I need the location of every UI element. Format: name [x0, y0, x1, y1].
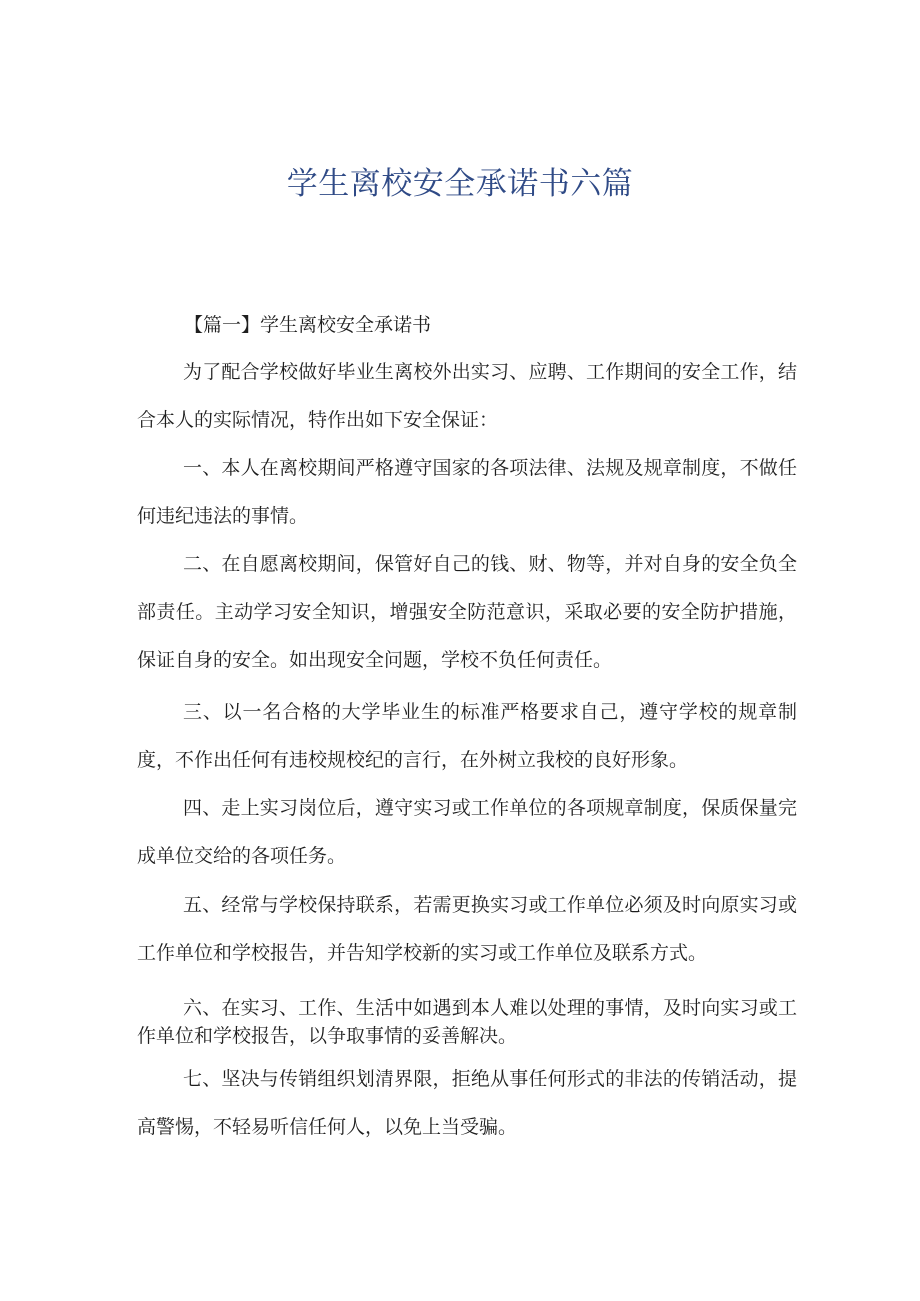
paragraph-item-4: 四、走上实习岗位后，遵守实习或工作单位的各项规章制度，保质保量完成单位交给的各项任务。	[137, 797, 797, 867]
paragraph-item-6: 六、在实习、工作、生活中如遇到本人难以处理的事情，及时向实习或工作单位和学校报告，以争取事情的妥善解决。	[137, 997, 797, 1047]
paragraph-item-1: 一、本人在离校期间严格遵守国家的各项法律、法规及规章制度，不做任何违纪违法的事情。	[137, 457, 797, 527]
paragraph-intro: 为了配合学校做好毕业生离校外出实习、应聘、工作期间的安全工作，结合本人的实际情况，特作出如下安全保证：	[137, 361, 797, 431]
paragraph-item-7: 七、坚决与传销组织划清界限，拒绝从事任何形式的非法的传销活动，提高警惕，不轻易听信任何人，以免上当受骗。	[137, 1068, 797, 1138]
document-title: 学生离校安全承诺书六篇	[286, 166, 634, 202]
section-heading: 【篇一】学生离校安全承诺书	[184, 314, 432, 336]
paragraph-item-2: 二、在自愿离校期间，保管好自己的钱、财、物等，并对自身的安全负全部责任。主动学习安全知识，增强安全防范意识，采取必要的安全防护措施，保证自身的安全。如出现安全问题，学校不负任何责任。	[137, 553, 797, 671]
paragraph-item-5: 五、经常与学校保持联系，若需更换实习或工作单位必须及时向原实习或工作单位和学校报告，并告知学校新的实习或工作单位及联系方式。	[137, 894, 797, 964]
paragraph-item-3: 三、以一名合格的大学毕业生的标准严格要求自己，遵守学校的规章制度，不作出任何有违校规校纪的言行，在外树立我校的良好形象。	[137, 701, 797, 771]
